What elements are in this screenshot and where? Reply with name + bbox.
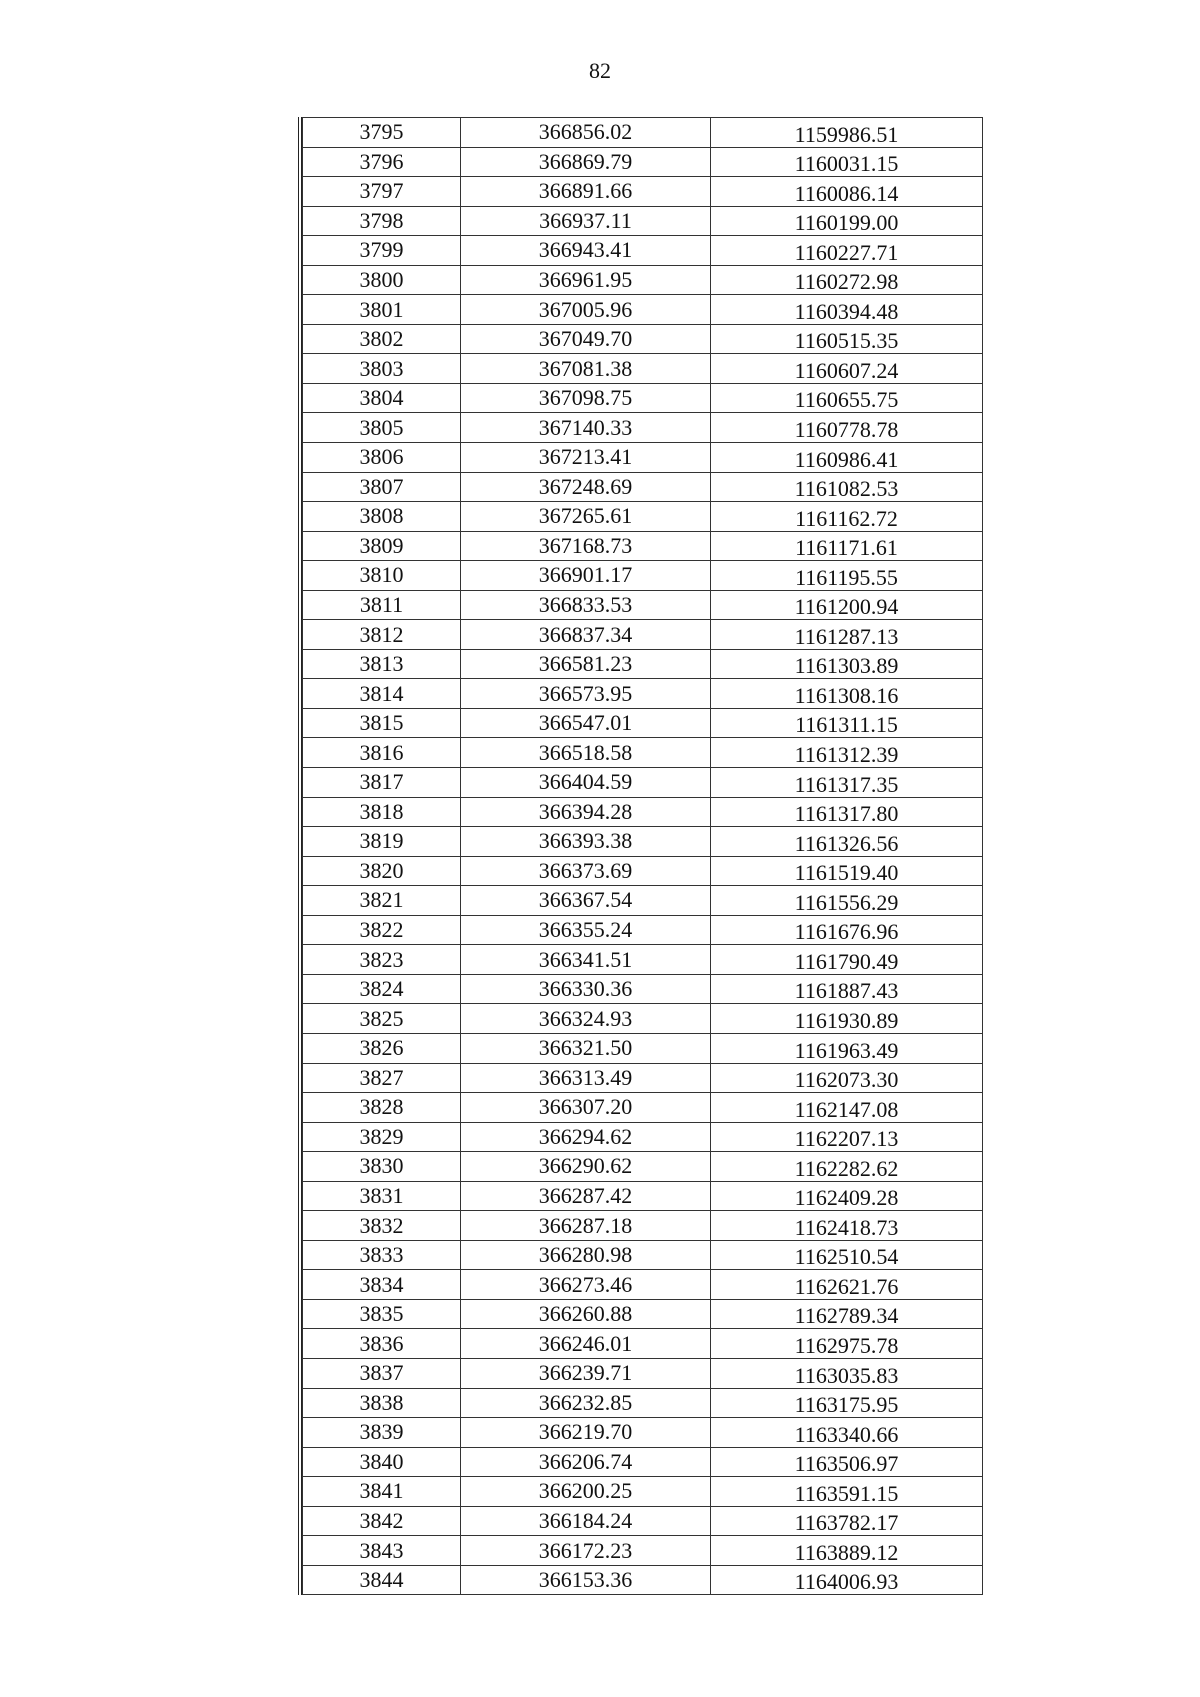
point-number-cell: 3834 <box>303 1270 461 1300</box>
table-row <box>303 1418 983 1448</box>
x-coordinate-cell: 366307.20 <box>461 1093 711 1123</box>
x-coordinate-cell: 367248.69 <box>461 472 711 502</box>
y-coordinate-cell: 1160515.35 <box>711 324 983 354</box>
y-coordinate-cell: 1161287.13 <box>711 620 983 650</box>
coordinates-table-body <box>303 118 983 1595</box>
point-number-cell: 3808 <box>303 502 461 532</box>
point-number-cell: 3812 <box>303 620 461 650</box>
x-coordinate-cell: 366355.24 <box>461 915 711 945</box>
point-number-cell: 3804 <box>303 383 461 413</box>
table-row <box>303 738 983 768</box>
point-number-cell: 3820 <box>303 856 461 886</box>
point-number-cell: 3813 <box>303 649 461 679</box>
table-row <box>303 1063 983 1093</box>
point-number-cell: 3829 <box>303 1122 461 1152</box>
y-coordinate-cell: 1162409.28 <box>711 1181 983 1211</box>
table-row <box>303 1033 983 1063</box>
table-row <box>303 856 983 886</box>
point-number-cell: 3821 <box>303 886 461 916</box>
y-coordinate-cell: 1160086.14 <box>711 177 983 207</box>
table-row <box>303 472 983 502</box>
x-coordinate-cell: 367213.41 <box>461 443 711 473</box>
point-number-cell: 3828 <box>303 1093 461 1123</box>
table-row <box>303 1152 983 1182</box>
y-coordinate-cell: 1162073.30 <box>711 1063 983 1093</box>
table-row <box>303 1477 983 1507</box>
table-row <box>303 1240 983 1270</box>
x-coordinate-cell: 366518.58 <box>461 738 711 768</box>
y-coordinate-cell: 1163340.66 <box>711 1418 983 1448</box>
y-coordinate-cell: 1164006.93 <box>711 1565 983 1595</box>
x-coordinate-cell: 366547.01 <box>461 708 711 738</box>
point-number-cell: 3842 <box>303 1506 461 1536</box>
y-coordinate-cell: 1161312.39 <box>711 738 983 768</box>
table-row <box>303 118 983 148</box>
x-coordinate-cell: 366287.18 <box>461 1211 711 1241</box>
y-coordinate-cell: 1160227.71 <box>711 236 983 266</box>
table-row <box>303 768 983 798</box>
point-number-cell: 3840 <box>303 1447 461 1477</box>
x-coordinate-cell: 367098.75 <box>461 383 711 413</box>
coordinates-table-container <box>298 117 986 1595</box>
y-coordinate-cell: 1162418.73 <box>711 1211 983 1241</box>
y-coordinate-cell: 1160778.78 <box>711 413 983 443</box>
table-row <box>303 827 983 857</box>
x-coordinate-cell: 367049.70 <box>461 324 711 354</box>
y-coordinate-cell: 1160031.15 <box>711 147 983 177</box>
y-coordinate-cell: 1161556.29 <box>711 886 983 916</box>
y-coordinate-cell: 1161790.49 <box>711 945 983 975</box>
x-coordinate-cell: 366324.93 <box>461 1004 711 1034</box>
y-coordinate-cell: 1160986.41 <box>711 443 983 473</box>
table-row <box>303 1536 983 1566</box>
table-row <box>303 1211 983 1241</box>
point-number-cell: 3806 <box>303 443 461 473</box>
x-coordinate-cell: 367081.38 <box>461 354 711 384</box>
point-number-cell: 3815 <box>303 708 461 738</box>
table-row <box>303 708 983 738</box>
point-number-cell: 3814 <box>303 679 461 709</box>
table-row <box>303 147 983 177</box>
point-number-cell: 3844 <box>303 1565 461 1595</box>
table-row <box>303 265 983 295</box>
x-coordinate-cell: 366373.69 <box>461 856 711 886</box>
x-coordinate-cell: 366341.51 <box>461 945 711 975</box>
y-coordinate-cell: 1161308.16 <box>711 679 983 709</box>
point-number-cell: 3837 <box>303 1358 461 1388</box>
x-coordinate-cell: 367265.61 <box>461 502 711 532</box>
x-coordinate-cell: 366153.36 <box>461 1565 711 1595</box>
y-coordinate-cell: 1160607.24 <box>711 354 983 384</box>
point-number-cell: 3799 <box>303 236 461 266</box>
point-number-cell: 3798 <box>303 206 461 236</box>
table-row <box>303 679 983 709</box>
x-coordinate-cell: 366394.28 <box>461 797 711 827</box>
point-number-cell: 3824 <box>303 974 461 1004</box>
table-row <box>303 324 983 354</box>
x-coordinate-cell: 366837.34 <box>461 620 711 650</box>
x-coordinate-cell: 367140.33 <box>461 413 711 443</box>
table-row <box>303 1506 983 1536</box>
table-row <box>303 1093 983 1123</box>
table-row <box>303 1181 983 1211</box>
table-row <box>303 915 983 945</box>
y-coordinate-cell: 1161200.94 <box>711 590 983 620</box>
point-number-cell: 3833 <box>303 1240 461 1270</box>
x-coordinate-cell: 366937.11 <box>461 206 711 236</box>
x-coordinate-cell: 366200.25 <box>461 1477 711 1507</box>
point-number-cell: 3830 <box>303 1152 461 1182</box>
x-coordinate-cell: 366232.85 <box>461 1388 711 1418</box>
table-row <box>303 974 983 1004</box>
point-number-cell: 3819 <box>303 827 461 857</box>
x-coordinate-cell: 366901.17 <box>461 561 711 591</box>
y-coordinate-cell: 1162147.08 <box>711 1093 983 1123</box>
y-coordinate-cell: 1162282.62 <box>711 1152 983 1182</box>
y-coordinate-cell: 1162975.78 <box>711 1329 983 1359</box>
point-number-cell: 3835 <box>303 1299 461 1329</box>
y-coordinate-cell: 1162207.13 <box>711 1122 983 1152</box>
table-row <box>303 383 983 413</box>
table-row <box>303 1299 983 1329</box>
x-coordinate-cell: 366206.74 <box>461 1447 711 1477</box>
x-coordinate-cell: 366393.38 <box>461 827 711 857</box>
table-row <box>303 443 983 473</box>
x-coordinate-cell: 366260.88 <box>461 1299 711 1329</box>
y-coordinate-cell: 1161519.40 <box>711 856 983 886</box>
point-number-cell: 3800 <box>303 265 461 295</box>
y-coordinate-cell: 1161171.61 <box>711 531 983 561</box>
table-row <box>303 561 983 591</box>
x-coordinate-cell: 366891.66 <box>461 177 711 207</box>
table-row <box>303 620 983 650</box>
point-number-cell: 3825 <box>303 1004 461 1034</box>
y-coordinate-cell: 1163591.15 <box>711 1477 983 1507</box>
point-number-cell: 3811 <box>303 590 461 620</box>
table-row <box>303 649 983 679</box>
y-coordinate-cell: 1161963.49 <box>711 1033 983 1063</box>
y-coordinate-cell: 1162510.54 <box>711 1240 983 1270</box>
point-number-cell: 3802 <box>303 324 461 354</box>
point-number-cell: 3817 <box>303 768 461 798</box>
y-coordinate-cell: 1159986.51 <box>711 118 983 148</box>
x-coordinate-cell: 366404.59 <box>461 768 711 798</box>
x-coordinate-cell: 366287.42 <box>461 1181 711 1211</box>
x-coordinate-cell: 366330.36 <box>461 974 711 1004</box>
x-coordinate-cell: 366246.01 <box>461 1329 711 1359</box>
table-row <box>303 1122 983 1152</box>
y-coordinate-cell: 1162789.34 <box>711 1299 983 1329</box>
y-coordinate-cell: 1161326.56 <box>711 827 983 857</box>
point-number-cell: 3827 <box>303 1063 461 1093</box>
y-coordinate-cell: 1163782.17 <box>711 1506 983 1536</box>
point-number-cell: 3795 <box>303 118 461 148</box>
table-row <box>303 177 983 207</box>
table-row <box>303 1270 983 1300</box>
x-coordinate-cell: 366219.70 <box>461 1418 711 1448</box>
point-number-cell: 3831 <box>303 1181 461 1211</box>
x-coordinate-cell: 366367.54 <box>461 886 711 916</box>
point-number-cell: 3801 <box>303 295 461 325</box>
x-coordinate-cell: 366290.62 <box>461 1152 711 1182</box>
x-coordinate-cell: 366833.53 <box>461 590 711 620</box>
table-row <box>303 531 983 561</box>
y-coordinate-cell: 1161930.89 <box>711 1004 983 1034</box>
y-coordinate-cell: 1162621.76 <box>711 1270 983 1300</box>
point-number-cell: 3797 <box>303 177 461 207</box>
x-coordinate-cell: 367168.73 <box>461 531 711 561</box>
y-coordinate-cell: 1160272.98 <box>711 265 983 295</box>
point-number-cell: 3826 <box>303 1033 461 1063</box>
point-number-cell: 3809 <box>303 531 461 561</box>
y-coordinate-cell: 1161676.96 <box>711 915 983 945</box>
table-row <box>303 886 983 916</box>
point-number-cell: 3803 <box>303 354 461 384</box>
y-coordinate-cell: 1160394.48 <box>711 295 983 325</box>
point-number-cell: 3796 <box>303 147 461 177</box>
x-coordinate-cell: 366869.79 <box>461 147 711 177</box>
table-row <box>303 295 983 325</box>
y-coordinate-cell: 1161317.35 <box>711 768 983 798</box>
x-coordinate-cell: 366581.23 <box>461 649 711 679</box>
table-row <box>303 354 983 384</box>
y-coordinate-cell: 1160199.00 <box>711 206 983 236</box>
point-number-cell: 3810 <box>303 561 461 591</box>
y-coordinate-cell: 1160655.75 <box>711 383 983 413</box>
y-coordinate-cell: 1161317.80 <box>711 797 983 827</box>
table-row <box>303 413 983 443</box>
table-row <box>303 1358 983 1388</box>
table-row <box>303 502 983 532</box>
x-coordinate-cell: 366294.62 <box>461 1122 711 1152</box>
point-number-cell: 3816 <box>303 738 461 768</box>
x-coordinate-cell: 366280.98 <box>461 1240 711 1270</box>
point-number-cell: 3838 <box>303 1388 461 1418</box>
x-coordinate-cell: 366961.95 <box>461 265 711 295</box>
y-coordinate-cell: 1163506.97 <box>711 1447 983 1477</box>
y-coordinate-cell: 1161195.55 <box>711 561 983 591</box>
table-row <box>303 206 983 236</box>
y-coordinate-cell: 1163035.83 <box>711 1358 983 1388</box>
table-row <box>303 797 983 827</box>
point-number-cell: 3841 <box>303 1477 461 1507</box>
x-coordinate-cell: 366184.24 <box>461 1506 711 1536</box>
point-number-cell: 3818 <box>303 797 461 827</box>
table-row <box>303 236 983 266</box>
x-coordinate-cell: 366239.71 <box>461 1358 711 1388</box>
table-row <box>303 1329 983 1359</box>
x-coordinate-cell: 366573.95 <box>461 679 711 709</box>
y-coordinate-cell: 1161082.53 <box>711 472 983 502</box>
point-number-cell: 3822 <box>303 915 461 945</box>
table-row <box>303 1004 983 1034</box>
point-number-cell: 3823 <box>303 945 461 975</box>
point-number-cell: 3843 <box>303 1536 461 1566</box>
point-number-cell: 3807 <box>303 472 461 502</box>
y-coordinate-cell: 1163175.95 <box>711 1388 983 1418</box>
x-coordinate-cell: 367005.96 <box>461 295 711 325</box>
table-row <box>303 945 983 975</box>
x-coordinate-cell: 366856.02 <box>461 118 711 148</box>
page-number: 82 <box>589 58 611 83</box>
table-row <box>303 590 983 620</box>
y-coordinate-cell: 1161303.89 <box>711 649 983 679</box>
x-coordinate-cell: 366273.46 <box>461 1270 711 1300</box>
table-row <box>303 1388 983 1418</box>
x-coordinate-cell: 366943.41 <box>461 236 711 266</box>
point-number-cell: 3805 <box>303 413 461 443</box>
y-coordinate-cell: 1161887.43 <box>711 974 983 1004</box>
table-row <box>303 1565 983 1595</box>
x-coordinate-cell: 366321.50 <box>461 1033 711 1063</box>
point-number-cell: 3832 <box>303 1211 461 1241</box>
x-coordinate-cell: 366313.49 <box>461 1063 711 1093</box>
table-row <box>303 1447 983 1477</box>
y-coordinate-cell: 1161162.72 <box>711 502 983 532</box>
x-coordinate-cell: 366172.23 <box>461 1536 711 1566</box>
y-coordinate-cell: 1163889.12 <box>711 1536 983 1566</box>
point-number-cell: 3836 <box>303 1329 461 1359</box>
point-number-cell: 3839 <box>303 1418 461 1448</box>
coordinates-table <box>302 117 983 1595</box>
y-coordinate-cell: 1161311.15 <box>711 708 983 738</box>
